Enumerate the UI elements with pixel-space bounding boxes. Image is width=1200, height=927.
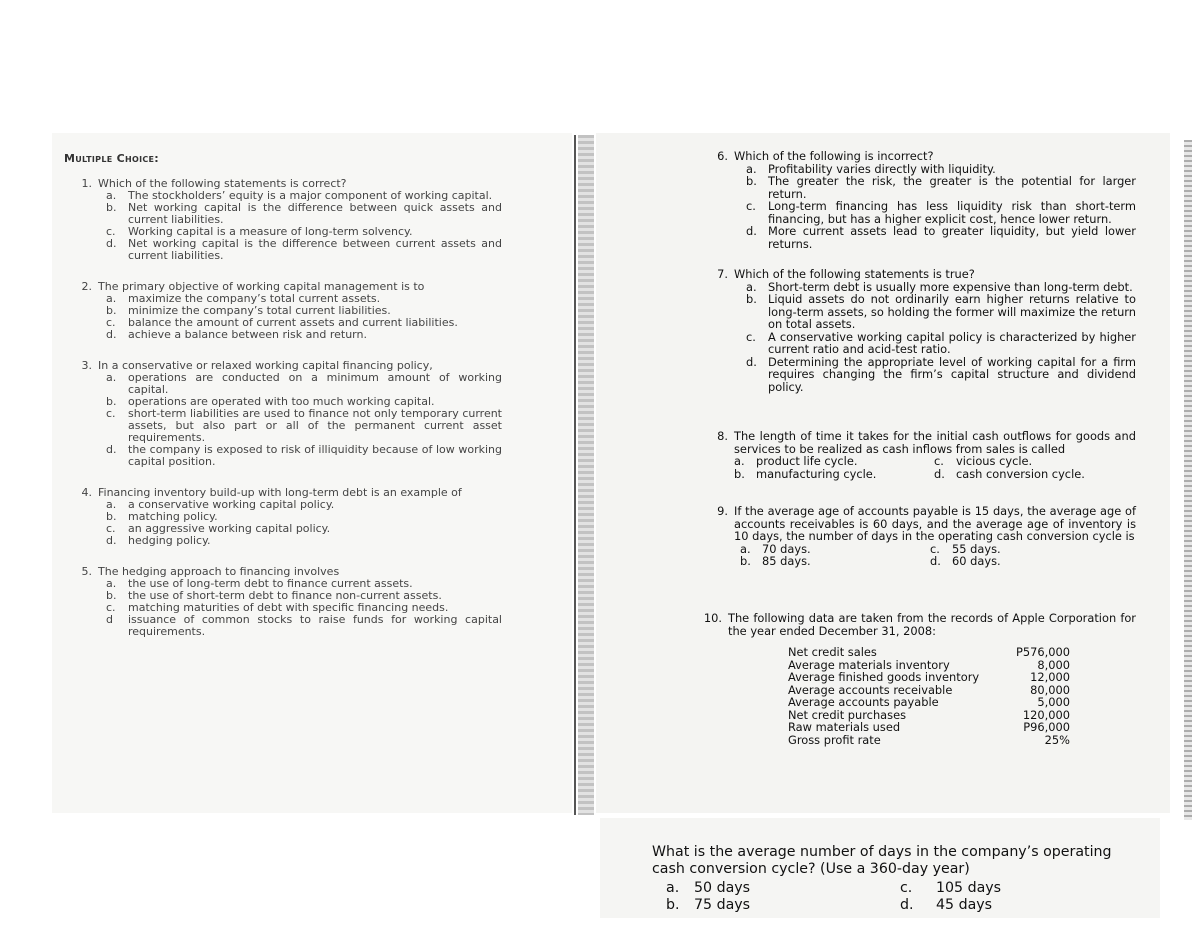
question-row bbox=[706, 268, 1136, 281]
option-letter: c. bbox=[106, 601, 116, 614]
scan-gutter bbox=[578, 135, 594, 815]
question-block bbox=[70, 487, 502, 547]
row-value: 5,000 bbox=[1037, 695, 1070, 709]
option-item bbox=[706, 225, 1136, 250]
row-label: Gross profit rate bbox=[788, 732, 881, 747]
option-letter: d. bbox=[106, 443, 117, 456]
scan-edge bbox=[1184, 140, 1192, 820]
question-block bbox=[706, 268, 1136, 393]
question-stem: In a conservative or relaxed working capital financing policy, bbox=[98, 359, 433, 372]
option-letter: a. bbox=[106, 371, 117, 384]
option-letter: d. bbox=[106, 534, 117, 547]
question-8: 8. The length of time it takes for the initial cash outflows for goods and services to be realized as cash inflows from sales is called a. product life cycle. b. manufacturing cycle. c. vicious cycle. d. cash conversion cycle. bbox=[717, 429, 1136, 481]
option-letter: b. bbox=[106, 395, 117, 408]
option-letter: b. bbox=[746, 174, 757, 188]
option-item bbox=[70, 444, 502, 468]
question-block bbox=[70, 566, 502, 638]
option-8c: vicious cycle. bbox=[956, 454, 1033, 468]
option-letter: d. bbox=[746, 354, 757, 369]
option-9b: 85 days. bbox=[762, 554, 811, 568]
row-label: Average accounts receivable bbox=[788, 682, 953, 697]
option-9a: 70 days. bbox=[762, 541, 811, 556]
option-text: Working capital is a measure of long-term solvency. bbox=[128, 225, 413, 238]
option-text: issuance of common stocks to raise funds for working capital requirements. bbox=[128, 613, 502, 638]
question-9: 9. If the average age of accounts payable is 15 days, the average age of accounts receivables is 60 days, and the average age of inventory is 10 days, the number of days in the operating cash conversion cycle is a. 70 days. b. 85 days. c. 55 days. d. 60 days. bbox=[717, 504, 1136, 568]
option-text: The stockholders’ equity is a major component of working capital. bbox=[128, 189, 493, 202]
option-letter: d bbox=[106, 613, 113, 626]
option-text: The greater the risk, the greater is the potential for larger return. bbox=[768, 174, 1136, 201]
option-text: a conservative working capital policy. bbox=[128, 498, 335, 511]
option-letter: a. bbox=[746, 161, 757, 176]
option-text: Short-term debt is usually more expensive than long-term debt. bbox=[768, 279, 1133, 294]
question-stem: Financing inventory build-up with long-term debt is an example of bbox=[98, 486, 462, 499]
table-row bbox=[788, 734, 1070, 747]
option-text: minimize the company’s total current liabilities. bbox=[128, 304, 391, 317]
question-block bbox=[70, 281, 502, 341]
row-value: 80,000 bbox=[1030, 682, 1070, 697]
question-10-options: a. 50 days b. 75 days c. 105 days d. 45 days bbox=[666, 880, 1002, 913]
option-10c: 105 days bbox=[936, 880, 1002, 896]
option-letter: c. bbox=[106, 407, 116, 420]
question-stem: The primary objective of working capital management is to bbox=[98, 280, 425, 293]
option-text: matching policy. bbox=[128, 510, 218, 523]
data-table bbox=[788, 646, 1070, 746]
option-item bbox=[706, 331, 1136, 356]
option-item bbox=[70, 329, 502, 341]
option-letter: c. bbox=[746, 329, 756, 344]
table-row bbox=[788, 671, 1070, 684]
option-text: balance the amount of current assets and current liabilities. bbox=[128, 316, 458, 329]
question-block bbox=[70, 360, 502, 468]
option-text: maximize the company’s total current assets. bbox=[128, 292, 381, 305]
option-letter: c. bbox=[106, 225, 116, 238]
option-10b: 75 days bbox=[694, 897, 751, 913]
option-9d: 60 days. bbox=[952, 554, 1001, 568]
option-text: A conservative working capital policy is characterized by higher current ratio and acid-test ratio. bbox=[768, 329, 1136, 356]
row-label: Average finished goods inventory bbox=[788, 670, 980, 684]
option-letter: c. bbox=[746, 199, 756, 213]
option-item bbox=[706, 200, 1136, 225]
option-text: operations are operated with too much working capital. bbox=[128, 395, 435, 408]
question-block bbox=[70, 178, 502, 262]
option-text: Long-term financing has less liquidity risk than short-term financing, but has a higher explicit cost, hence lower return. bbox=[768, 199, 1136, 226]
option-text: the use of long-term debt to finance current assets. bbox=[128, 577, 413, 590]
option-10d: 45 days bbox=[936, 897, 993, 913]
table-row bbox=[788, 721, 1070, 734]
option-text: the use of short-term debt to finance non-current assets. bbox=[128, 589, 442, 602]
row-value: P96,000 bbox=[1023, 720, 1070, 734]
option-letter: a. bbox=[106, 577, 117, 590]
option-text: operations are conducted on a minimum amount of working capital. bbox=[128, 371, 502, 396]
row-label: Raw materials used bbox=[788, 720, 901, 734]
question-10-prompt: What is the average number of days in the company’s operating cash conversion cycle? (Use a 360-day year) bbox=[652, 844, 1112, 877]
option-letter: c. bbox=[106, 316, 116, 329]
option-letter: d. bbox=[106, 328, 117, 341]
question-number: 5. bbox=[81, 565, 92, 578]
option-item bbox=[70, 202, 502, 226]
option-letter: c. bbox=[106, 522, 116, 535]
question-stem: Which of the following statements is correct? bbox=[98, 177, 347, 190]
option-text: hedging policy. bbox=[128, 534, 211, 547]
option-letter: b. bbox=[106, 201, 117, 214]
question-number: 6. bbox=[717, 149, 728, 163]
row-value: 12,000 bbox=[1030, 670, 1070, 684]
option-text: matching maturities of debt with specific financing needs. bbox=[128, 601, 449, 614]
option-letter: a. bbox=[106, 292, 117, 305]
option-letter: b. bbox=[106, 589, 117, 602]
option-letter: b. bbox=[106, 510, 117, 523]
option-text: the company is exposed to risk of illiquidity because of low working capital position. bbox=[128, 443, 502, 468]
question-10-stem: The following data are taken from the records of Apple Corporation for the year ended December 31, 2008: bbox=[728, 611, 1136, 638]
option-letter: d. bbox=[106, 237, 117, 250]
option-8a: product life cycle. bbox=[756, 454, 858, 468]
row-label: Net credit sales bbox=[788, 645, 877, 659]
option-text: More current assets lead to greater liquidity, but yield lower returns. bbox=[768, 224, 1136, 251]
question-stem: Which of the following is incorrect? bbox=[734, 149, 934, 163]
option-item bbox=[706, 175, 1136, 200]
question-number: 2. bbox=[81, 280, 92, 293]
option-letter: b. bbox=[746, 292, 757, 306]
table-row bbox=[788, 696, 1070, 709]
row-value: 8,000 bbox=[1037, 657, 1070, 672]
question-number: 3. bbox=[81, 359, 92, 372]
question-10: 10. The following data are taken from the records of Apple Corporation for the year ended December 31, 2008: bbox=[703, 611, 1136, 638]
option-text: short-term liabilities are used to finance not only temporary current assets, but also part or all of the permanent current asset requirements. bbox=[128, 407, 502, 444]
option-8d: cash conversion cycle. bbox=[956, 466, 1085, 481]
option-10a: 50 days bbox=[694, 880, 751, 896]
question-8-stem: The length of time it takes for the initial cash outflows for goods and services to be realized as cash inflows from sales is called bbox=[734, 429, 1136, 456]
option-9c: 55 days. bbox=[952, 541, 1001, 556]
option-item bbox=[70, 372, 502, 396]
option-letter: a. bbox=[746, 279, 757, 294]
row-value: P576,000 bbox=[1016, 645, 1070, 659]
option-text: Net working capital is the difference between current assets and current liabilities. bbox=[128, 237, 502, 262]
page-divider bbox=[574, 135, 576, 815]
question-number: 4. bbox=[81, 486, 92, 499]
question-block bbox=[706, 150, 1136, 250]
question-row bbox=[706, 150, 1136, 163]
row-label: Average accounts payable bbox=[788, 695, 939, 709]
question-number: 1. bbox=[81, 177, 92, 190]
option-text: Net working capital is the difference between quick assets and current liabilities. bbox=[128, 201, 502, 226]
option-letter: a. bbox=[106, 189, 117, 202]
option-item bbox=[706, 293, 1136, 331]
option-text: Liquid assets do not ordinarily earn higher returns relative to long-term assets, so holding the former will maximize the return on total assets. bbox=[768, 292, 1136, 331]
option-text: Determining the appropriate level of working capital for a firm requires changing the firm’s capital structure and dividend policy. bbox=[768, 354, 1136, 394]
left-question-list bbox=[70, 178, 502, 657]
option-item bbox=[706, 356, 1136, 394]
question-stem: Which of the following statements is true? bbox=[734, 267, 975, 281]
option-item bbox=[70, 408, 502, 444]
row-value: 120,000 bbox=[1022, 707, 1070, 722]
row-value: 25% bbox=[1044, 732, 1070, 747]
row-label: Net credit purchases bbox=[788, 707, 907, 722]
section-heading: Multiple Choice: bbox=[64, 152, 159, 165]
option-letter: d. bbox=[746, 224, 757, 238]
option-letter: b. bbox=[106, 304, 117, 317]
option-8b: manufacturing cycle. bbox=[756, 466, 877, 481]
option-letter: a. bbox=[106, 498, 117, 511]
question-number: 7. bbox=[717, 267, 728, 281]
option-item bbox=[70, 238, 502, 262]
row-label: Average materials inventory bbox=[788, 657, 950, 672]
option-text: achieve a balance between risk and return. bbox=[128, 328, 367, 341]
option-text: an aggressive working capital policy. bbox=[128, 522, 331, 535]
option-item bbox=[70, 535, 502, 547]
right-question-list bbox=[706, 150, 1136, 411]
option-item bbox=[70, 614, 502, 638]
question-9-stem: If the average age of accounts payable is 15 days, the average age of accounts receivables is 60 days, and the average age of inventory is 10 days, the number of days in the operating cash conversion cycle is bbox=[734, 504, 1136, 543]
table-row bbox=[788, 646, 1070, 659]
question-stem: The hedging approach to financing involves bbox=[98, 565, 340, 578]
option-text: Profitability varies directly with liquidity. bbox=[768, 161, 996, 176]
